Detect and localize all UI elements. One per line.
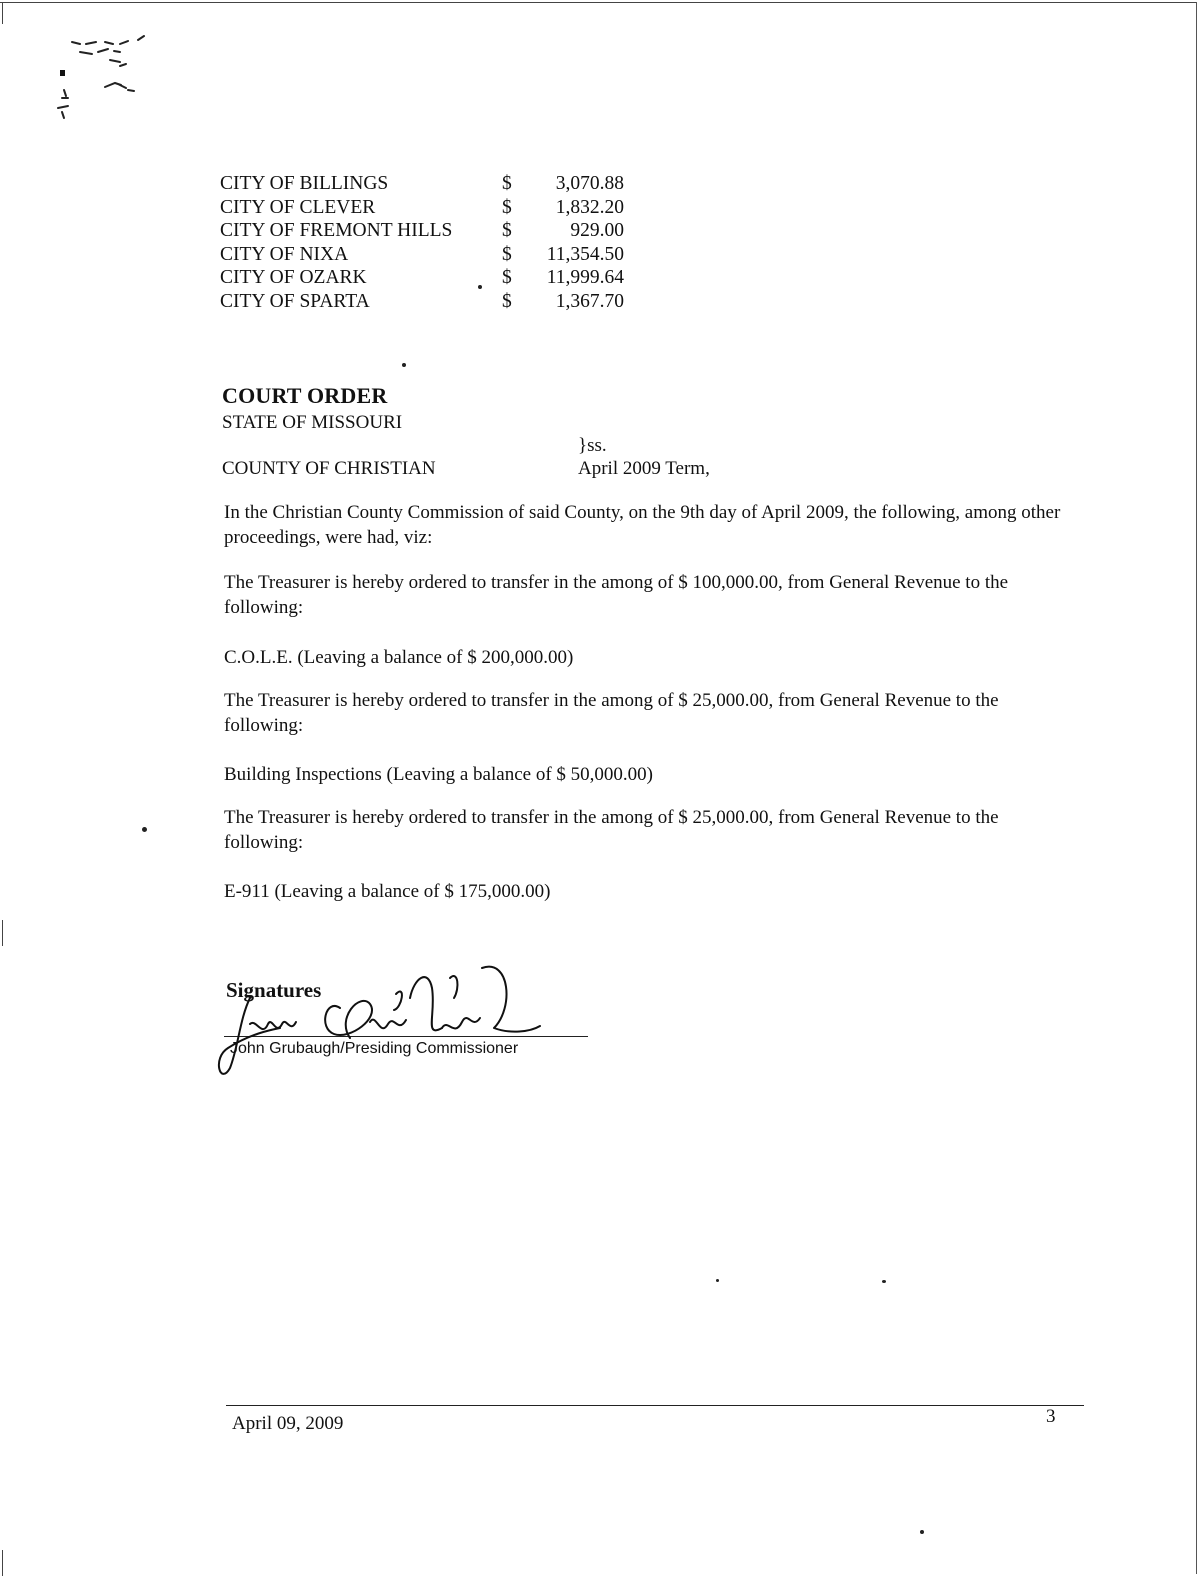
amount: 1,367.70 xyxy=(555,290,624,312)
county-line: COUNTY OF CHRISTIAN xyxy=(222,458,436,479)
amount: 11,354.50 xyxy=(546,243,624,265)
page-top-border xyxy=(0,2,1196,3)
currency-symbol: $ xyxy=(502,220,512,241)
amount: 1,832.20 xyxy=(555,196,624,218)
amount: 11,999.64 xyxy=(546,267,624,288)
amount: 929.00 xyxy=(570,220,624,241)
fund-balance-line: Building Inspections (Leaving a balance of $ 50,000.00) xyxy=(224,764,653,785)
list-item xyxy=(220,219,640,243)
handwritten-signature xyxy=(210,958,550,1088)
signer-name: John Grubaugh/Presiding Commissioner xyxy=(230,1040,519,1057)
page-left-border-tick xyxy=(2,2,3,24)
city-name: CITY OF NIXA xyxy=(220,243,349,265)
list-item xyxy=(220,266,640,290)
document-heading: COURT ORDER xyxy=(222,383,388,408)
term-line: April 2009 Term, xyxy=(578,458,710,479)
footer-rule xyxy=(226,1405,1084,1406)
city-name: CITY OF BILLINGS xyxy=(220,173,389,194)
page-right-border xyxy=(1196,2,1197,1574)
currency-symbol: $ xyxy=(502,173,512,194)
scan-speck xyxy=(402,363,406,367)
footer-date: April 09, 2009 xyxy=(232,1413,344,1434)
page-number: 3 xyxy=(1046,1406,1056,1427)
currency-symbol: $ xyxy=(502,290,512,312)
list-item xyxy=(220,172,640,196)
currency-symbol: $ xyxy=(502,267,512,288)
scan-speckle-marks xyxy=(50,32,160,120)
scan-speck xyxy=(716,1279,719,1282)
scan-speck xyxy=(478,285,482,289)
list-item xyxy=(220,290,640,314)
signatures-heading: Signatures xyxy=(226,978,322,1002)
amount: 3,070.88 xyxy=(555,173,624,194)
city-name: CITY OF FREMONT HILLS xyxy=(220,220,453,241)
fund-balance-line: C.O.L.E. (Leaving a balance of $ 200,000.00) xyxy=(224,647,574,668)
page-left-border-tick xyxy=(2,920,3,946)
currency-symbol: $ xyxy=(502,243,512,265)
transfer-order-paragraph: The Treasurer is hereby ordered to transfer in the among of $ 25,000.00, from General Revenue to the following: xyxy=(224,690,999,736)
transfer-order-paragraph: The Treasurer is hereby ordered to transfer in the among of $ 25,000.00, from General Revenue to the following: xyxy=(224,807,999,853)
city-name: CITY OF CLEVER xyxy=(220,196,376,218)
intro-paragraph: In the Christian County Commission of said County, on the 9th day of April 2009, the following, among other proceedings, were had, viz: xyxy=(224,502,1061,548)
list-item xyxy=(220,196,640,220)
page-left-border-tick xyxy=(2,1550,3,1576)
transfer-order-paragraph: The Treasurer is hereby ordered to transfer in the among of $ 100,000.00, from General Revenue to the following: xyxy=(224,572,1009,618)
scan-speck xyxy=(882,1280,886,1283)
state-line: STATE OF MISSOURI xyxy=(222,412,403,433)
currency-symbol: $ xyxy=(502,196,512,218)
list-item xyxy=(220,243,640,267)
scan-speck xyxy=(142,827,147,832)
city-name: CITY OF OZARK xyxy=(220,267,367,288)
city-amount-list xyxy=(220,172,640,313)
scan-speck xyxy=(920,1530,924,1534)
fund-balance-line: E-911 (Leaving a balance of $ 175,000.00) xyxy=(224,881,551,902)
city-name: CITY OF SPARTA xyxy=(220,290,370,312)
ss-mark: }ss. xyxy=(578,435,607,456)
